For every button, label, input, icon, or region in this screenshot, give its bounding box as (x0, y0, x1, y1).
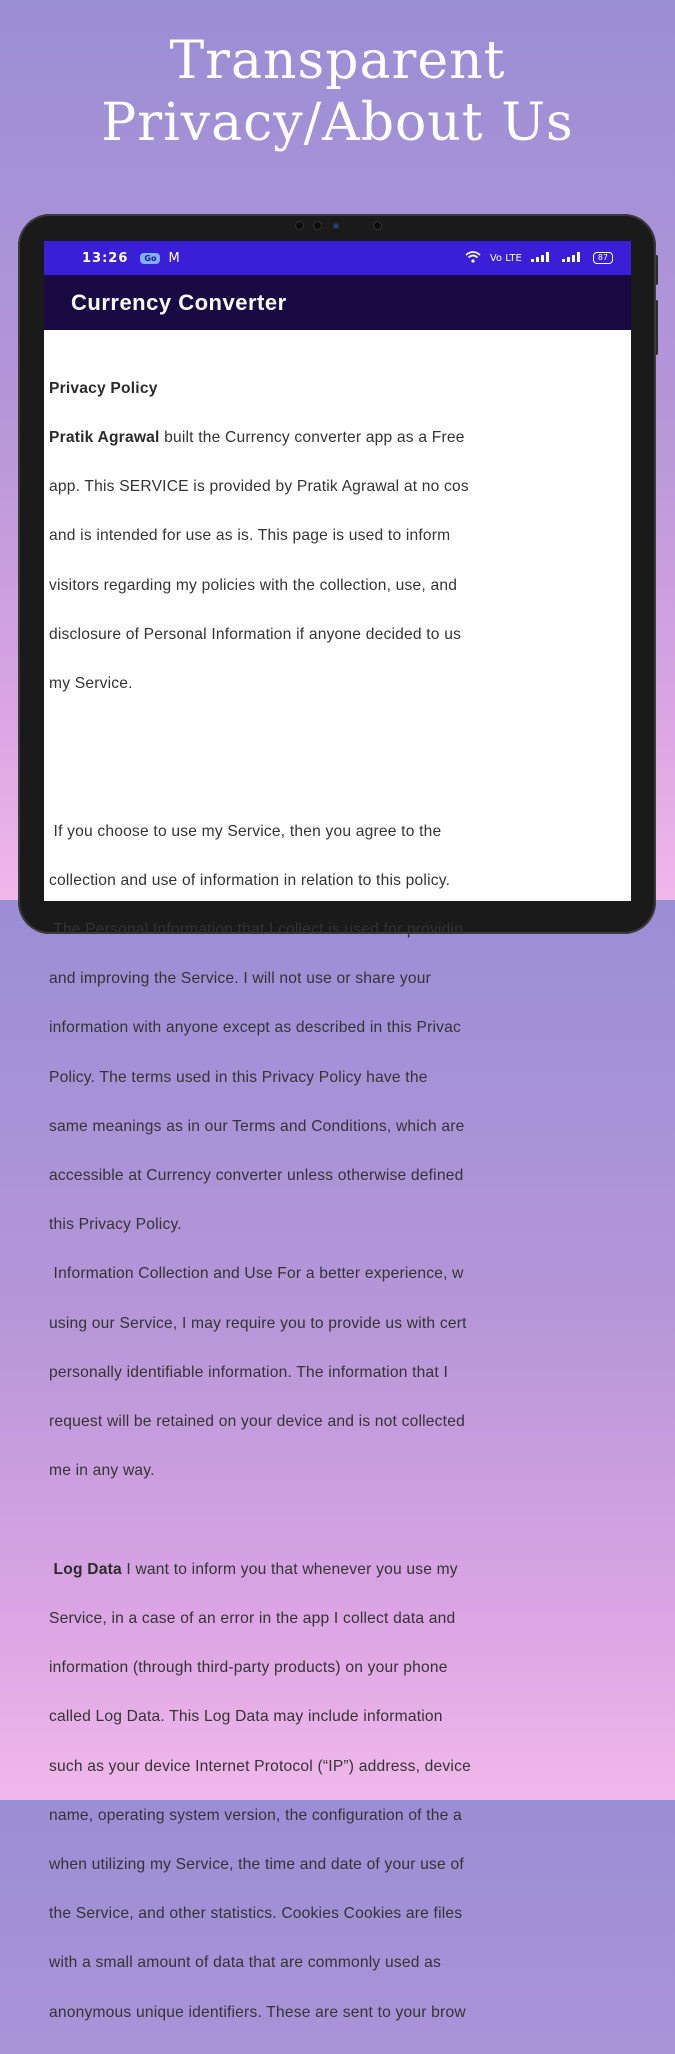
policy-line: Policy. The terms used in this Privacy Policy have the (49, 1068, 428, 1086)
status-chip-icon: Go (140, 253, 160, 264)
promo-title (0, 30, 675, 154)
status-bar (44, 241, 631, 275)
privacy-heading: Privacy Policy (49, 379, 158, 397)
promo-title-line-2: Privacy/About Us (101, 93, 574, 153)
policy-line: visitors regarding my policies with the collection, use, and (49, 576, 458, 594)
mail-icon: M (168, 250, 180, 266)
volte-icon: Vo LTE (489, 252, 522, 264)
policy-line: disclosure of Personal Information if anyone decided to us (49, 625, 462, 643)
policy-line: using our Service, I may require you to provide us with cert (49, 1314, 467, 1332)
policy-line: called Log Data. This Log Data may include information (49, 1708, 443, 1726)
policy-line: and improving the Service. I will not use or share your (49, 970, 431, 988)
sensor-dot (374, 222, 381, 229)
policy-line: request will be retained on your device and is not collected (49, 1413, 465, 1431)
sensor-dot (296, 222, 303, 229)
policy-line: such as your device Internet Protocol (“IP”) address, device (49, 1757, 471, 1775)
policy-line: built the Currency converter app as a Free (159, 429, 465, 447)
policy-line: with a small amount of data that are commonly used as (49, 1954, 441, 1972)
policy-line: app. This SERVICE is provided by Pratik Agrawal at no cos (49, 478, 469, 496)
policy-line: information (through third-party products) on your phone (49, 1659, 448, 1677)
signal-icon-2 (562, 252, 584, 265)
policy-line: the Service, and other statistics. Cookies Cookies are files (49, 1905, 463, 1923)
policy-line: when utilizing my Service, the time and date of your use of (49, 1855, 464, 1873)
app-bar (44, 275, 631, 330)
promo-title-line-1: Transparent (169, 31, 506, 91)
front-camera-icon (314, 222, 321, 229)
policy-line: personally identifiable information. The information that I (49, 1363, 448, 1381)
policy-line: Information Collection and Use For a better experience, w (49, 1265, 464, 1283)
app-title: Currency Converter (71, 289, 287, 315)
privacy-policy-text (44, 330, 631, 2054)
policy-line: The Personal Information that I collect is used for providin (49, 921, 464, 939)
policy-line: anonymous unique identifiers. These are sent to your brow (49, 2003, 466, 2021)
policy-line: name, operating system version, the configuration of the a (49, 1806, 462, 1824)
policy-line: Service, in a case of an error in the app I collect data and (49, 1609, 456, 1627)
app-screen (44, 241, 631, 2021)
status-indicators (465, 251, 613, 266)
policy-line: information with anyone except as described in this Privac (49, 1019, 462, 1037)
policy-line: me in any way. (49, 1462, 155, 1480)
policy-line: this Privacy Policy. (49, 1216, 182, 1234)
policy-line: my Service. (49, 675, 133, 693)
author-name: Pratik Agrawal (49, 429, 160, 447)
policy-line: accessible at Currency converter unless otherwise defined (49, 1167, 464, 1185)
battery-icon: 87 (593, 252, 613, 264)
policy-line: If you choose to use my Service, then you agree to the (49, 822, 442, 840)
policy-line: I want to inform you that whenever you use my (121, 1560, 458, 1578)
status-time: 13:26 (82, 250, 129, 266)
indicator-dot (334, 224, 338, 228)
policy-line: same meanings as in our Terms and Conditions, which are (49, 1117, 465, 1135)
policy-line: and is intended for use as is. This page is used to inform (49, 527, 451, 545)
signal-icon-1 (531, 252, 553, 265)
wifi-icon (465, 251, 481, 266)
policy-line: collection and use of information in relation to this policy. (49, 871, 451, 889)
log-data-heading: Log Data (49, 1560, 122, 1578)
